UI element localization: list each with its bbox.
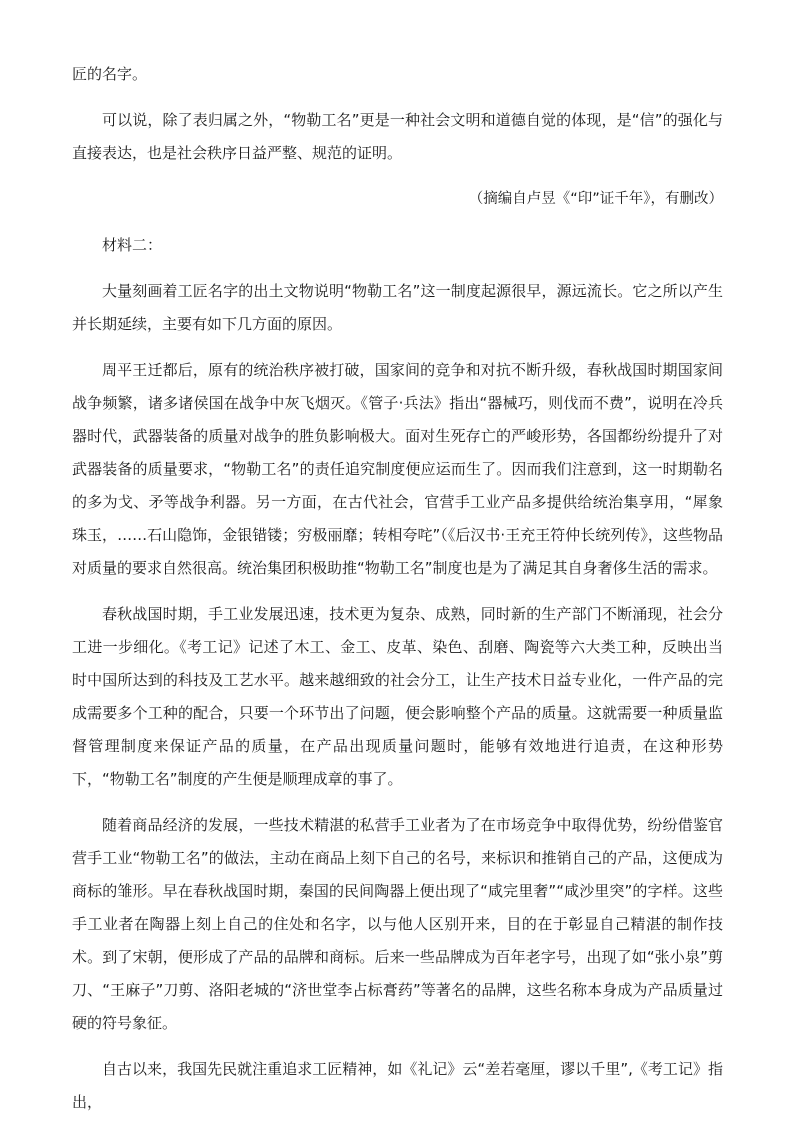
paragraph-reason-division: 春秋战国时期，手工业发展迅速，技术更为复杂、成熟，同时新的生产部门不断涌现，社会分工进一步细化。《考工记》记述了木工、金工、皮革、染色、刮磨、陶瓷等六大类工种，反映出当时中国所达到的科技及工艺水平。越来越细致的社会分工，让生产技术日益专业化，一件产品的完成需要多个工种的配合，只要一个环节出了问题，便会影响整个产品的质量。这就需要一种质量监督管理制度来保证产品的质量，在产品出现质量问题时，能够有效地进行追责，在这种形势下，“物勒工名”制度的产生便是顺理成章的事了。 [72, 605, 723, 788]
paragraph-conclusion: 可以说，除了表归属之外，“物勒工名”更是一种社会文明和道德自觉的体现，是“信”的强化与直接表达，也是社会秩序日益严整、规范的证明。 [72, 111, 723, 162]
paragraph-intro: 大量刻画着工匠名字的出土文物说明“物勒工名”这一制度起源很早，源远流长。它之所以产生并长期延续，主要有如下几方面的原因。 [72, 282, 723, 333]
paragraph-reason-commerce: 随着商品经济的发展，一些技术精湛的私营手工业者为了在市场竞争中取得优势，纷纷借鉴官营手工业“物勒工名”的做法，主动在商品上刻下自己的名号，来标识和推销自己的产品，这便成为商标的雏形。早在春秋战国时期，秦国的民间陶器上便出现了“咸完里奢”“咸沙里突”的字样。这些手工业者在陶器上刻上自己的住处和名字，以与他人区别开来，目的在于彰显自己精湛的制作技术。到了宋朝，便形成了产品的品牌和商标。后来一些品牌成为百年老字号，出现了如“张小泉”剪刀、“王麻子”刀剪、洛阳老城的“济世堂李占标膏药”等著名的品牌，这些名称本身成为产品质量过硬的符号象征。 [72, 816, 723, 1032]
document-page [72, 58, 723, 1119]
paragraph-craftsmanship: 自古以来，我国先民就注重追求工匠精神，如《礼记》云“差若毫厘，谬以千里”,《考工记》指出， [72, 1060, 723, 1111]
material-label: 材料二： [102, 236, 163, 254]
source-citation: （摘编自卢昱《“印”证千年》，有删改） [468, 191, 723, 207]
paragraph-continuation: 匠的名字。 [72, 65, 148, 83]
paragraph-reason-war: 周平王迁都后，原有的统治秩序被打破，国家间的竞争和对抗不断升级，春秋战国时期国家间战争频繁，诸多诸侯国在战争中灰飞烟灭。《管子·兵法》指出“器械巧，则伐而不费”，说明在冷兵器时代，武器装备的质量对战争的胜负影响极大。面对生死存亡的严峻形势，各国都纷纷提升了对武器装备的质量要求，“物勒工名”的责任追究制度便应运而生了。因而我们注意到，这一时期勒名的多为戈、矛等战争利器。另一方面，在古代社会，官营手工业产品多提供给统治集享用，“犀象珠玉，……石山隐饰，金银错镂；穷极丽靡；转相夸咤”（《后汉书·王充王符仲长统列传》，这些物品对质量的要求自然很高。统治集团积极助推“物勒工名”制度也是为了满足其自身奢侈生活的需求。 [72, 361, 723, 577]
